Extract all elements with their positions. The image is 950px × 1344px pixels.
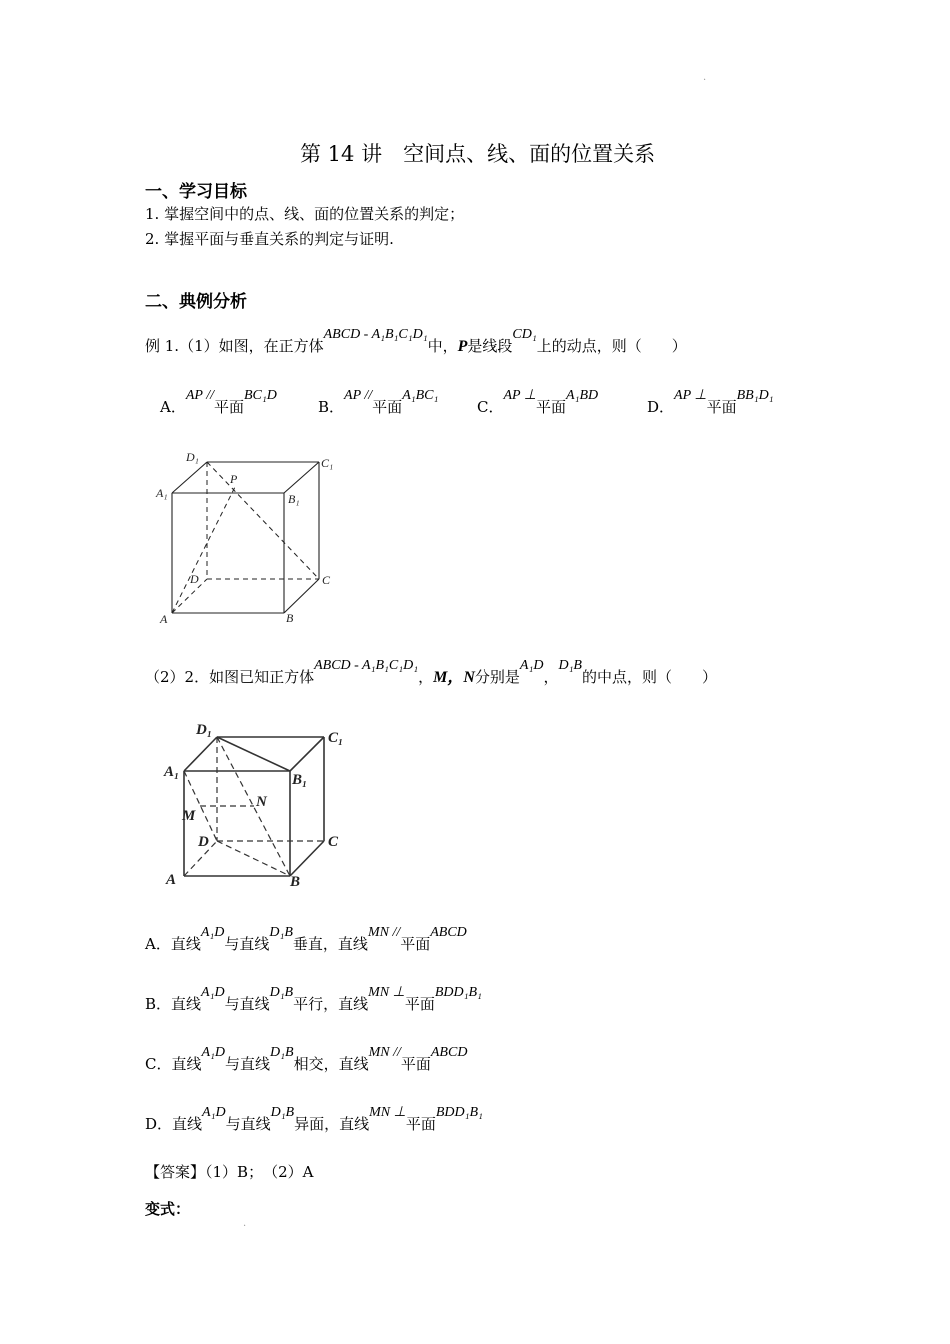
option-mn: MN // <box>367 925 401 940</box>
section-heading-examples: 二、典例分析 <box>145 292 247 312</box>
example1-mid2: 是线段 <box>467 337 513 355</box>
label-a1: A₁ <box>156 486 168 500</box>
example2-mid: 分别是 <box>474 668 520 686</box>
example1-cube-figure <box>150 445 350 630</box>
option-mn: MN ⊥ <box>368 985 405 1000</box>
option-plane-word: 平面 <box>400 1055 431 1073</box>
variant-heading: 变式： <box>145 1200 191 1218</box>
label-c: C <box>328 834 339 850</box>
label-d1: D₁ <box>196 722 213 738</box>
label-p: P <box>230 472 238 486</box>
label-a: A <box>160 612 168 626</box>
example2-mn: M，N <box>433 669 475 686</box>
answer-tag: 【答案】 <box>145 1163 206 1181</box>
option-line2: D₁B <box>269 985 294 1000</box>
example2-option-c <box>145 1045 468 1074</box>
example1-mid1: 中， <box>427 337 458 355</box>
example2-comma: ， <box>418 668 434 686</box>
option-expr: AP ⊥ <box>674 388 707 403</box>
option-plane-word: 平面 <box>706 398 737 416</box>
option-plane: BC₁D <box>244 388 277 403</box>
option-mn: MN // <box>368 1045 401 1060</box>
option-expr: AP // <box>185 388 214 403</box>
option-line1: A₁D <box>202 1105 226 1120</box>
diagonal-d1b1 <box>217 737 290 771</box>
example1-prefix: 例 1.（1）如图，在正方体 <box>145 337 324 355</box>
option-relation: 异面，直线 <box>294 1115 370 1133</box>
example1-point-p: P <box>457 338 468 355</box>
example1-option-a <box>160 388 277 417</box>
option-line2: D₁B <box>270 1045 294 1060</box>
option-line2: D₁B <box>270 1105 295 1120</box>
label-m: M <box>182 808 196 824</box>
example2-option-d <box>145 1105 483 1134</box>
option-plane-word: 平面 <box>405 1115 436 1133</box>
edge-b1c1 <box>284 462 319 493</box>
option-word: 与直线 <box>224 995 270 1013</box>
option-plane: ABCD <box>430 925 467 940</box>
edge-b1c1 <box>290 737 324 771</box>
example2-cube: ABCD - A₁B₁C₁D₁ <box>314 658 419 673</box>
example2-option-b <box>145 985 482 1014</box>
option-plane-word: 平面 <box>404 995 435 1013</box>
option-label: A．直线 <box>145 935 201 953</box>
goal-item-1: 1. 掌握空间中的点、线、面的位置关系的判定； <box>145 205 465 223</box>
option-word: 与直线 <box>225 1055 271 1073</box>
answer-line <box>145 1161 313 1182</box>
example2-stem <box>145 658 717 687</box>
label-d: D <box>198 834 209 850</box>
option-label: B． <box>318 398 345 416</box>
option-line1: A₁D <box>201 1045 226 1060</box>
example2-seg2: D₁B <box>558 658 582 673</box>
label-n: N <box>256 794 267 810</box>
option-plane-word: 平面 <box>213 398 244 416</box>
example2-option-a <box>145 925 467 954</box>
example1-option-d <box>647 388 774 417</box>
header-mark: . <box>703 72 707 83</box>
label-c1: C₁ <box>321 456 334 470</box>
option-label: D． <box>647 398 675 416</box>
option-plane: BB₁D₁ <box>736 388 774 403</box>
example2-cube-figure <box>160 712 360 892</box>
example1-suffix: 上的动点，则（ ） <box>536 337 687 355</box>
option-plane-word: 平面 <box>536 398 567 416</box>
option-expr: AP // <box>344 388 373 403</box>
label-b: B <box>286 611 294 625</box>
example2-prefix: （2）2．如图已知正方体 <box>145 668 315 686</box>
example2-sep: ， <box>543 668 559 686</box>
option-line2: D₁B <box>269 925 293 940</box>
option-relation: 相交，直线 <box>293 1055 369 1073</box>
option-plane: ABCD <box>430 1045 468 1060</box>
edge-a1d1 <box>184 737 217 771</box>
option-label: C．直线 <box>145 1055 202 1073</box>
option-word: 与直线 <box>224 935 270 953</box>
option-plane: BDD₁B₁ <box>435 1105 483 1120</box>
segment-d1c <box>207 462 319 579</box>
footer-mark: . <box>243 1218 247 1229</box>
option-relation: 平行，直线 <box>293 995 369 1013</box>
option-label: D．直线 <box>145 1115 203 1133</box>
option-mn: MN ⊥ <box>369 1105 406 1120</box>
example1-cube: ABCD - A₁B₁C₁D₁ <box>323 327 428 342</box>
option-plane-word: 平面 <box>372 398 403 416</box>
label-b1: B₁ <box>288 492 300 506</box>
option-relation: 垂直，直线 <box>292 935 368 953</box>
label-a1: A₁ <box>164 764 180 780</box>
option-label: C． <box>477 398 504 416</box>
option-plane: A₁BC₁ <box>402 388 439 403</box>
segment-ap <box>172 485 236 613</box>
option-label: B．直线 <box>145 995 202 1013</box>
label-b1: B₁ <box>292 772 308 788</box>
label-c: C <box>322 573 331 587</box>
example2-seg1: A₁D <box>519 658 544 673</box>
example2-suffix: 的中点，则（ ） <box>581 668 717 686</box>
option-word: 与直线 <box>225 1115 271 1133</box>
label-b: B <box>290 874 301 890</box>
option-plane: BDD₁B₁ <box>434 985 482 1000</box>
option-plane-word: 平面 <box>400 935 431 953</box>
label-c1: C₁ <box>328 730 344 746</box>
option-label: A． <box>160 398 186 416</box>
label-a: A <box>166 872 177 888</box>
example1-segment: CD₁ <box>512 327 537 342</box>
hidden-edge-db <box>217 841 290 876</box>
option-expr: AP ⊥ <box>503 388 537 403</box>
section-heading-goals: 一、学习目标 <box>145 182 247 202</box>
label-d: D <box>190 572 199 586</box>
edge-bc <box>284 579 319 613</box>
edge-a1d1 <box>172 462 207 493</box>
example1-stem <box>145 327 687 356</box>
label-d1: D₁ <box>186 450 199 464</box>
answer-text: （1）B； （2）A <box>205 1163 314 1181</box>
option-line1: A₁D <box>200 925 225 940</box>
goal-item-2: 2. 掌握平面与垂直关系的判定与证明. <box>145 230 394 248</box>
example1-option-b <box>318 388 439 417</box>
option-line1: A₁D <box>201 985 225 1000</box>
example1-option-c <box>477 388 599 417</box>
page-title: 第 14 讲 空间点、线、面的位置关系 <box>300 142 656 166</box>
option-plane: A₁BD <box>566 388 599 403</box>
edge-bc <box>290 841 324 876</box>
